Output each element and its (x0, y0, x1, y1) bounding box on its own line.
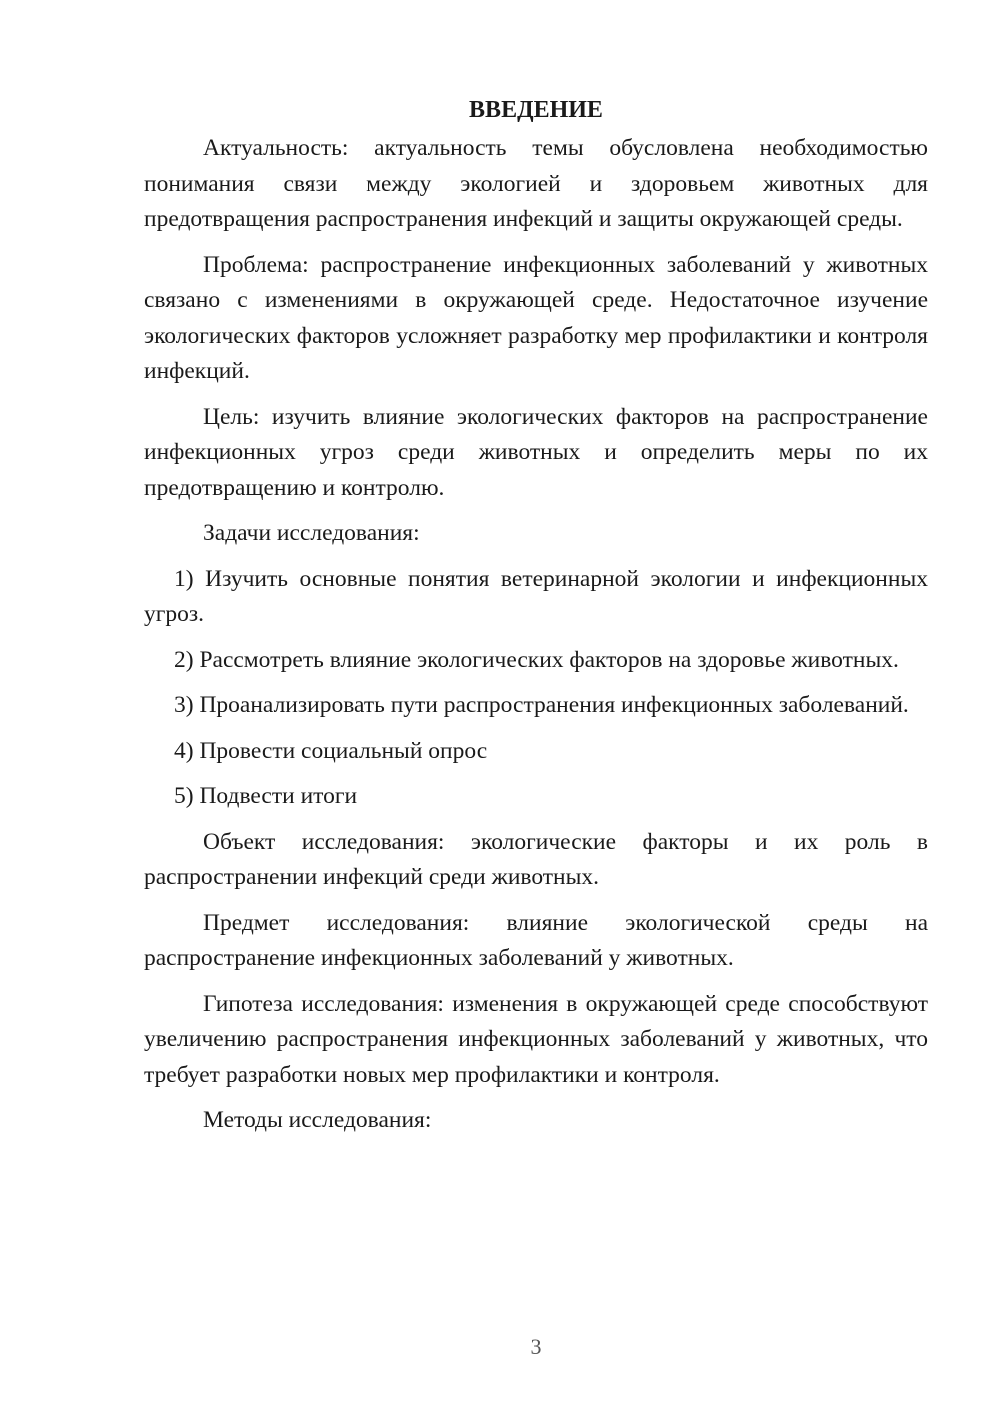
document-page (144, 92, 928, 1139)
tasks-heading: Задачи исследования: (203, 520, 420, 546)
page-number: 3 (530, 1334, 542, 1359)
task-item-1: 1) Изучить основные понятия ветеринарной экологии и инфекционных угроз. (144, 565, 928, 627)
task-item-5: 5) Подвести итоги (174, 783, 358, 809)
task-item-4: 4) Провести социальный опрос (174, 737, 488, 764)
section-heading: ВВЕДЕНИЕ (469, 97, 603, 123)
task-item-3: 3) Проанализировать пути распространения инфекционных заболеваний. (174, 692, 909, 718)
subject-paragraph: Предмет исследования: влияние экологической среды на распространение инфекционных заболеваний у животных. (144, 909, 928, 971)
hypothesis-paragraph: Гипотеза исследования: изменения в окружающей среде способствуют увеличению распространения инфекционных заболеваний у животных, что требует разработки новых мер профилактики и контроля. (144, 990, 928, 1088)
object-paragraph: Объект исследования: экологические факторы и их роль в распространении инфекций среди животных. (144, 828, 928, 890)
goal-paragraph: Цель: изучить влияние экологических факторов на распространение инфекционных угроз среди животных и определить меры по их предотвращению и контролю. (144, 403, 928, 501)
methods-heading: Методы исследования: (203, 1107, 432, 1133)
relevance-paragraph: Актуальность: актуальность темы обусловлена необходимостью понимания связи между экологией и здоровьем животных для предотвращения распространения инфекций и защиты окружающей среды. (144, 135, 928, 232)
problem-paragraph: Проблема: распространение инфекционных заболеваний у животных связано с изменениями в окружающей среде. Недостаточное изучение экологических факторов усложняет разработку мер профилактики и контроля инфекций. (144, 251, 928, 384)
task-item-2: 2) Рассмотреть влияние экологических факторов на здоровье животных. (174, 646, 899, 673)
